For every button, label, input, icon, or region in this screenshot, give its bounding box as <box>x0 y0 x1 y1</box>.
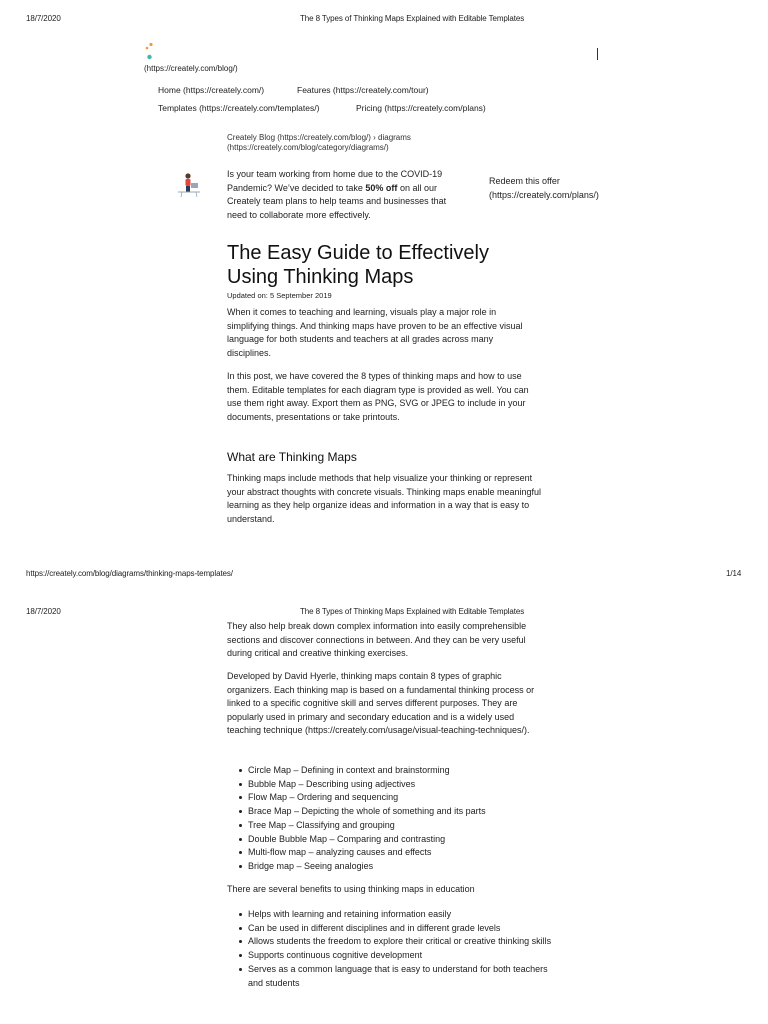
text-cursor <box>597 48 598 60</box>
offer-text-after: on all our Creately team plans to help teams and businesses that need to collaborate more effectively. <box>227 182 447 220</box>
article-paragraph-4: They also help break down complex information into easily comprehensible sections and discover connections in between. And they can be very useful during critical and creative thinking exercises. <box>227 621 527 658</box>
article-title: The Easy Guide to Effectively Using Thinking Maps <box>227 242 489 288</box>
print-header-title-2: The 8 Types of Thinking Maps Explained with Editable Templates <box>300 607 525 616</box>
list-item: Can be used in different disciplines and in different grade levels <box>248 922 564 936</box>
thinking-map-types-list <box>228 764 568 874</box>
offer-discount: 50% off <box>365 182 398 193</box>
print-footer-url: https://creately.com/blog/diagrams/thinking-maps-templates/ <box>26 569 233 578</box>
blog-home-link[interactable]: (https://creately.com/blog/) <box>144 64 238 73</box>
covid-offer-text <box>227 168 459 222</box>
list-item: Double Bubble Map – Comparing and contrasting <box>248 833 568 847</box>
nav-home-link[interactable]: Home (https://creately.com/) <box>158 85 265 95</box>
redeem-offer-url[interactable]: (https://creately.com/plans/) <box>489 189 599 200</box>
breadcrumb-line-1[interactable]: Creately Blog (https://creately.com/blog/) › diagrams <box>227 133 411 142</box>
print-header-title: The 8 Types of Thinking Maps Explained with Editable Templates <box>300 14 525 23</box>
list-item: Helps with learning and retaining information easily <box>248 908 564 922</box>
print-header-date: 18/7/2020 <box>26 14 61 23</box>
list-item: Brace Map – Depicting the whole of something and its parts <box>248 805 568 819</box>
list-item: Allows students the freedom to explore their critical or creative thinking skills <box>248 935 564 949</box>
list-item: Bubble Map – Describing using adjectives <box>248 778 568 792</box>
list-item: Multi-flow map – analyzing causes and effects <box>248 846 568 860</box>
nav-features-link[interactable]: Features (https://creately.com/tour) <box>297 85 429 95</box>
offer-text-before: Is your team working from home due to the COVID-19 Pandemic? We’ve decided to take <box>227 169 443 193</box>
breadcrumb-line-2[interactable]: (https://creately.com/blog/category/diagrams/) <box>227 143 389 152</box>
article-paragraph-1: When it comes to teaching and learning, visuals play a major role in simplifying things. And thinking maps have proven to be an effective visual language for both students and teachers at all grades across many disciplines. <box>227 307 523 358</box>
creately-logo-icon[interactable] <box>144 42 158 62</box>
list-item: Supports continuous cognitive development <box>248 949 564 963</box>
list-item: Tree Map – Classifying and grouping <box>248 819 568 833</box>
section-heading: What are Thinking Maps <box>227 450 357 464</box>
article-updated-date: Updated on: 5 September 2019 <box>227 291 332 300</box>
redeem-offer-label[interactable]: Redeem this offer <box>489 176 560 186</box>
nav-templates-link[interactable]: Templates (https://creately.com/templates/) <box>158 103 320 113</box>
benefits-intro: There are several benefits to using thinking maps in education <box>227 884 475 894</box>
list-item: Bridge map – Seeing analogies <box>248 860 568 874</box>
breadcrumb[interactable] <box>227 133 547 153</box>
article-paragraph-2: In this post, we have covered the 8 types of thinking maps and how to use them. Editable templates for each diagram type is provided as well. You can use them right away. Export them as PNG, SVG or JPEG to include in your documents, presentations or take printouts. <box>227 371 529 422</box>
nav-pricing-link[interactable]: Pricing (https://creately.com/plans) <box>356 103 486 113</box>
print-footer-page-number: 1/14 <box>726 569 742 578</box>
list-item: Circle Map – Defining in context and brainstorming <box>248 764 568 778</box>
article-paragraph-3: Thinking maps include methods that help visualize your thinking or represent your abstract thoughts with concrete visuals. Thinking maps enable meaningful learning as they help organize ideas and information in a way that is easy to understand. <box>227 473 542 524</box>
list-item: Flow Map – Ordering and sequencing <box>248 791 568 805</box>
benefits-list <box>228 908 564 990</box>
redeem-offer-link[interactable] <box>489 175 619 202</box>
print-header-date-2: 18/7/2020 <box>26 607 61 616</box>
article-paragraph-5: Developed by David Hyerle, thinking maps contain 8 types of graphic organizers. Each thinking map is based on a fundamental thinking process or linked to a specific cognitive skill and serves different purposes. They are popularly used in primary and secondary education and is a widely used teaching technique (https://creately.com/usage/visual-teaching-techniques/). <box>227 671 535 735</box>
list-item: Serves as a common language that is easy to understand for both teachers and students <box>248 963 564 990</box>
remote-work-illustration-icon <box>176 172 202 198</box>
